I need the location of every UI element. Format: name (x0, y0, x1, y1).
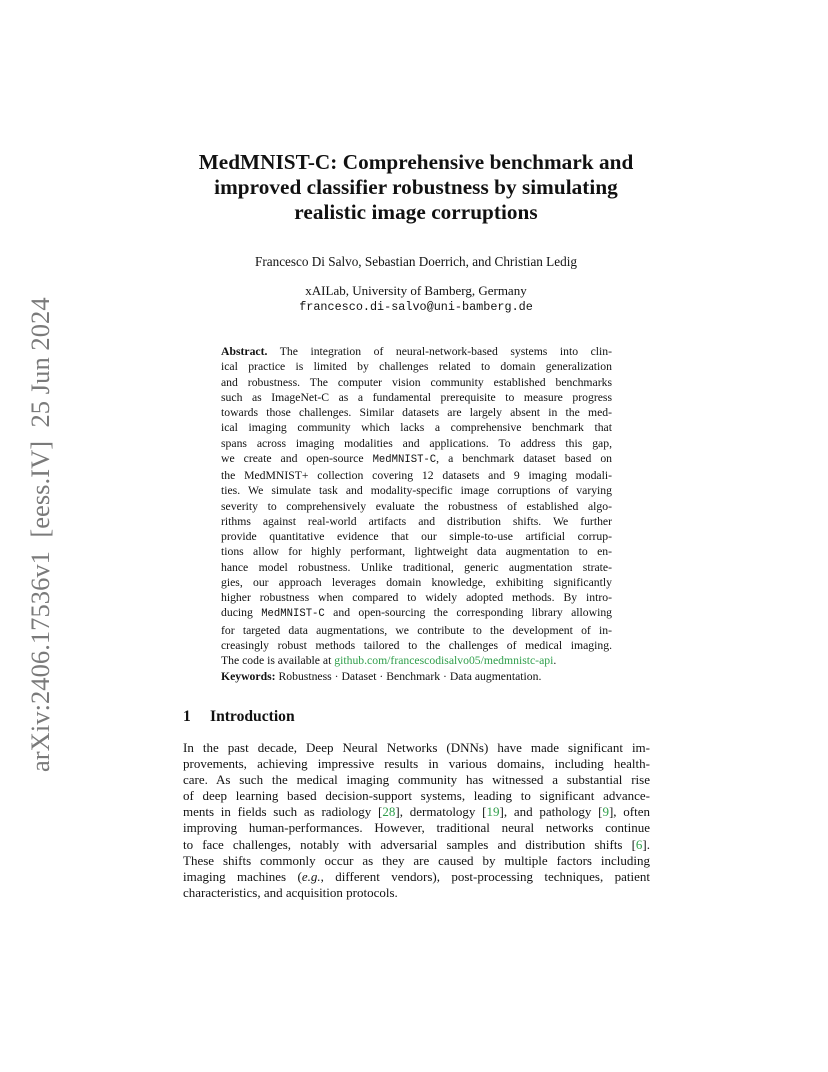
affiliation-block (150, 282, 682, 316)
abstract-line: severity to comprehensively evaluate the robustness of established algo- (221, 499, 612, 513)
citation-link[interactable]: 28 (382, 804, 396, 820)
intro-line: care. As such the medical imaging community has witnessed a substantial rise (183, 772, 650, 788)
citation-link[interactable]: 9 (602, 804, 609, 820)
arxiv-identifier-stamp (23, 288, 57, 772)
section-title: Introduction (210, 708, 295, 725)
abstract-line: we create and open-source MedMNIST-C, a benchmark dataset based on (221, 451, 613, 466)
abstract-line: higher robustness when compared to widely adopted methods. By intro- (221, 591, 612, 604)
intro-line: ments in fields such as radiology [28], dermatology [19], and pathology [9], often (183, 804, 650, 820)
intro-line: of deep learning based decision-support systems, leading to significant advance- (183, 788, 650, 804)
introduction-paragraph (183, 740, 650, 901)
keywords-text: Robustness · Dataset · Benchmark · Data augmentation. (278, 670, 542, 683)
abstract-line: The code is available at github.com/francescodisalvo05/medmnistc-api. (221, 654, 557, 667)
intro-line: In the past decade, Deep Neural Networks (DNNs) have made significant im- (183, 740, 650, 755)
abstract-line: ducing MedMNIST-C and open-sourcing the corresponding library allowing (221, 606, 613, 621)
abstract-line: spans across imaging modalities and applications. To address this gap, (221, 436, 612, 450)
abstract-line: for targeted data augmentations, we contribute to the development of in- (221, 623, 612, 637)
abstract-line: rithms against real-world artifacts and distribution shifts. We further (221, 514, 612, 528)
abstract-line: and robustness. The computer vision community established benchmarks (221, 375, 612, 389)
intro-line: provements, achieving impressive results in various domains, including health- (183, 756, 650, 772)
author-email-link[interactable]: francesco.di-salvo@uni-bamberg.de (299, 300, 533, 314)
code-repository-link[interactable]: github.com/francescodisalvo05/medmnistc-api (334, 654, 554, 667)
intro-line: imaging machines (e.g., different vendors), post-processing techniques, patient (183, 868, 651, 884)
intro-line: characteristics, and acquisition protocols. (183, 884, 398, 900)
abstract-line: Abstract. The integration of neural-network-based systems into clin- (221, 345, 612, 358)
abstract-line: such as ImageNet-C as a fundamental prerequisite to measure progress (221, 390, 612, 404)
title-line-3: realistic image corruptions (294, 200, 538, 224)
abstract-line: gies, our approach leverages domain knowledge, exhibiting significantly (221, 575, 612, 589)
abstract-line: ical imaging community which lacks a comprehensive benchmark that (221, 421, 612, 435)
arxiv-identifier-text: arXiv:2406.17536v1 [eess.IV] 25 Jun 2024 (25, 297, 55, 772)
section-number: 1 (183, 708, 191, 725)
dataset-name: MedMNIST-C (261, 608, 325, 621)
abstract-line: ical practice is limited by challenges related to domain generalization (221, 360, 612, 374)
citation-link[interactable]: 19 (486, 804, 500, 820)
title-line-2: improved classifier robustness by simulating (214, 175, 618, 199)
abstract-line: ties. We simulate task and modality-specific image corruptions of varying (221, 484, 612, 498)
citation-link[interactable]: 6 (635, 836, 643, 852)
author-list: Francesco Di Salvo, Sebastian Doerrich, and Christian Ledig (255, 254, 577, 269)
intro-line: to face challenges, notably with adversarial samples and distribution shifts [6]. (183, 836, 650, 852)
abstract-line: tions allow for highly performant, lightweight data augmentation to en- (221, 545, 612, 559)
dataset-name: MedMNIST-C (372, 453, 437, 466)
abstract-line: provide quantitative evidence that our simple-to-use artificial corrup- (221, 530, 612, 543)
abstract-line: creasingly robust methods tailored to the challenges of medical imaging. (221, 638, 612, 652)
abstract-line: towards those challenges. Similar datasets are largely absent in the med- (221, 406, 612, 419)
section-heading (183, 707, 295, 727)
paper-title (150, 150, 682, 225)
intro-line: improving human-performances. However, traditional neural networks continue (183, 820, 650, 836)
keywords (221, 669, 612, 684)
keywords-label: Keywords: (221, 670, 276, 683)
title-line-1: MedMNIST-C: Comprehensive benchmark and (198, 150, 634, 174)
abstract-label: Abstract. (221, 345, 268, 358)
abstract-line: hance model robustness. Unlike traditional, generic augmentation strate- (221, 560, 612, 574)
intro-line: These shifts commonly occur as they are caused by multiple factors including (183, 852, 650, 868)
abstract-line: the MedMNIST+ collection covering 12 datasets and 9 imaging modali- (221, 469, 612, 482)
affiliation-text: xAILab, University of Bamberg, Germany (305, 283, 527, 298)
abstract (221, 344, 612, 668)
